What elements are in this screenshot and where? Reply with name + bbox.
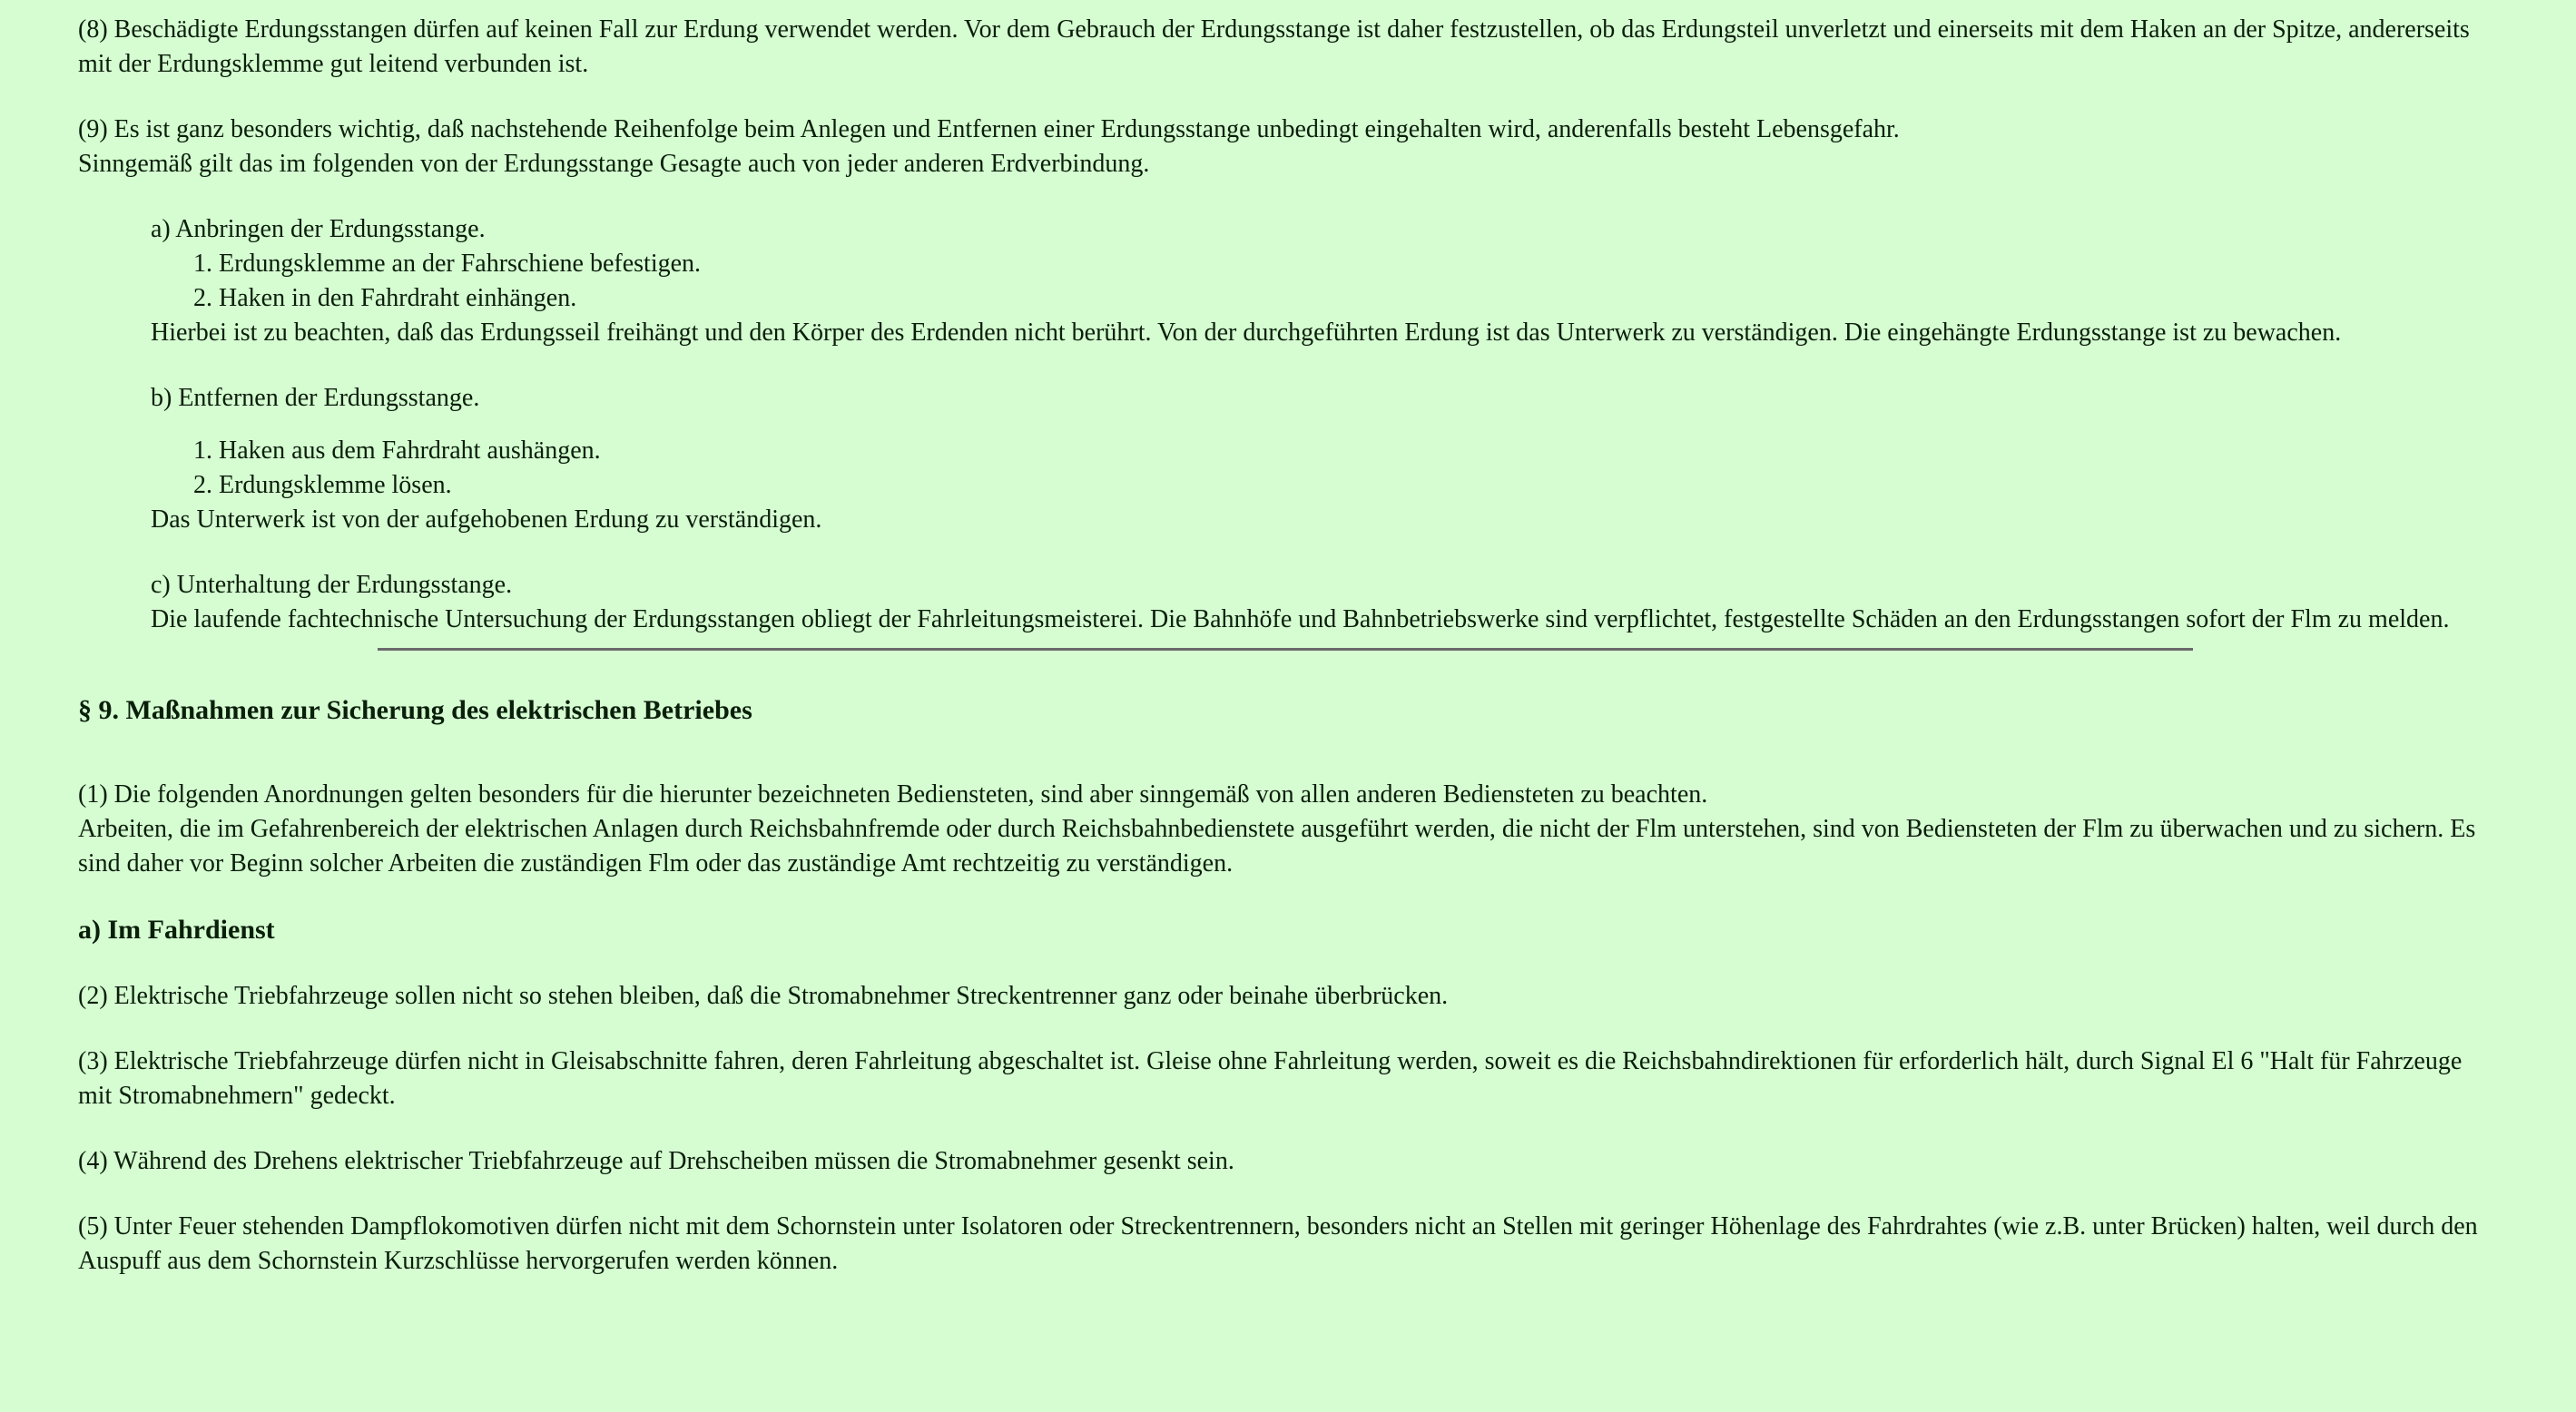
s9-paragraph-2: (2) Elektrische Triebfahrzeuge sollen nicht so stehen bleiben, daß die Stromabnehmer Streckentrenner ganz oder beinahe überbrücken. — [78, 982, 1449, 1010]
s9-paragraph-3: (3) Elektrische Triebfahrzeuge dürfen nicht in Gleisabschnitte fahren, deren Fahrleitung abgeschaltet ist. Gleise ohne Fahrleitung werden, soweit es die Reichsbahndirektionen für erforderlich hält, durch Signal El 6 "Halt für Fahrzeuge mit Stromabnehmern" gedeckt. — [78, 1047, 2463, 1110]
list-item: 2. Haken in den Fahrdraht einhängen. — [193, 284, 577, 312]
section-divider — [378, 648, 2193, 651]
section-b-note: Das Unterwerk ist von der aufgehobenen Erdung zu verständigen. — [151, 505, 822, 534]
section-b-heading: b) Entfernen der Erdungsstange. — [151, 384, 480, 412]
subheading-fahrdienst: a) Im Fahrdienst — [78, 915, 275, 945]
section-a-attach — [151, 212, 2498, 350]
section-b-remove — [151, 381, 2498, 537]
s9-paragraph-1-line-1: (1) Die folgenden Anordnungen gelten besonders für die hierunter bezeichneten Bediensteten, sind aber sinngemäß von allen anderen Bediensteten zu beachten. — [78, 780, 1708, 809]
list-item: 2. Erdungsklemme lösen. — [193, 471, 452, 499]
list-item: 1. Haken aus dem Fahrdraht aushängen. — [193, 436, 601, 465]
s9-paragraph-5: (5) Unter Feuer stehenden Dampflokomotiven dürfen nicht mit dem Schornstein unter Isolatoren oder Streckentrennern, besonders nicht an Stellen mit geringer Höhenlage des Fahrdrahtes (wie z.B. unter Brücken) halten, weil durch den Auspuff aus dem Schornstein Kurzschlüsse hervorgerufen werden können. — [78, 1212, 2478, 1275]
section-b-steps — [151, 434, 2498, 503]
paragraph-8: (8) Beschädigte Erdungsstangen dürfen auf keinen Fall zur Erdung verwendet werden. Vor dem Gebrauch der Erdungsstange ist daher festzustellen, ob das Erdungsteil unverletzt und einerseits mit dem Haken an der Spitze, andererseits mit der Erdungsklemme gut leitend verbunden ist. — [78, 15, 2470, 78]
paragraph-9-line-1: (9) Es ist ganz besonders wichtig, daß nachstehende Reihenfolge beim Anlegen und Entfernen einer Erdungsstange unbedingt eingehalten wird, anderenfalls besteht Lebensgefahr. — [78, 115, 1900, 143]
s9-paragraph-4: (4) Während des Drehens elektrischer Triebfahrzeuge auf Drehscheiben müssen die Stromabnehmer gesenkt sein. — [78, 1147, 1234, 1175]
paragraph-9-line-2: Sinngemäß gilt das im folgenden von der Erdungsstange Gesagte auch von jeder anderen Erdverbindung. — [78, 150, 1150, 178]
s9-paragraph-1 — [78, 778, 2498, 881]
section-a-note: Hierbei ist zu beachten, daß das Erdungsseil freihängt und den Körper des Erdenden nicht berührt. Von der durchgeführten Erdung ist das Unterwerk zu verständigen. Die eingehängte Erdungsstange ist zu bewachen. — [151, 319, 2342, 347]
section-a-heading: a) Anbringen der Erdungsstange. — [151, 215, 486, 243]
section-a-steps — [151, 247, 2498, 316]
s9-paragraph-1-line-2: Arbeiten, die im Gefahrenbereich der elektrischen Anlagen durch Reichsbahnfremde oder durch Reichsbahnbedienstete ausgeführt werden, die nicht der Flm unterstehen, sind von Bediensteten der Flm zu überwachen und zu sichern. Es sind daher vor Beginn solcher Arbeiten die zuständigen Flm oder das zuständige Amt rechtzeitig zu verständigen. — [78, 815, 2476, 878]
section-9-title: § 9. Maßnahmen zur Sicherung des elektrischen Betriebes — [78, 695, 752, 725]
section-c-maintenance — [151, 568, 2498, 637]
section-c-note: Die laufende fachtechnische Untersuchung der Erdungsstangen obliegt der Fahrleitungsmeisterei. Die Bahnhöfe und Bahnbetriebswerke sind verpflichtet, festgestellte Schäden an den Erdungsstangen sofort der Flm zu melden. — [151, 605, 2450, 633]
section-c-heading: c) Unterhaltung der Erdungsstange. — [151, 571, 513, 599]
list-item: 1. Erdungsklemme an der Fahrschiene befestigen. — [193, 250, 702, 278]
paragraph-9 — [78, 113, 2498, 181]
